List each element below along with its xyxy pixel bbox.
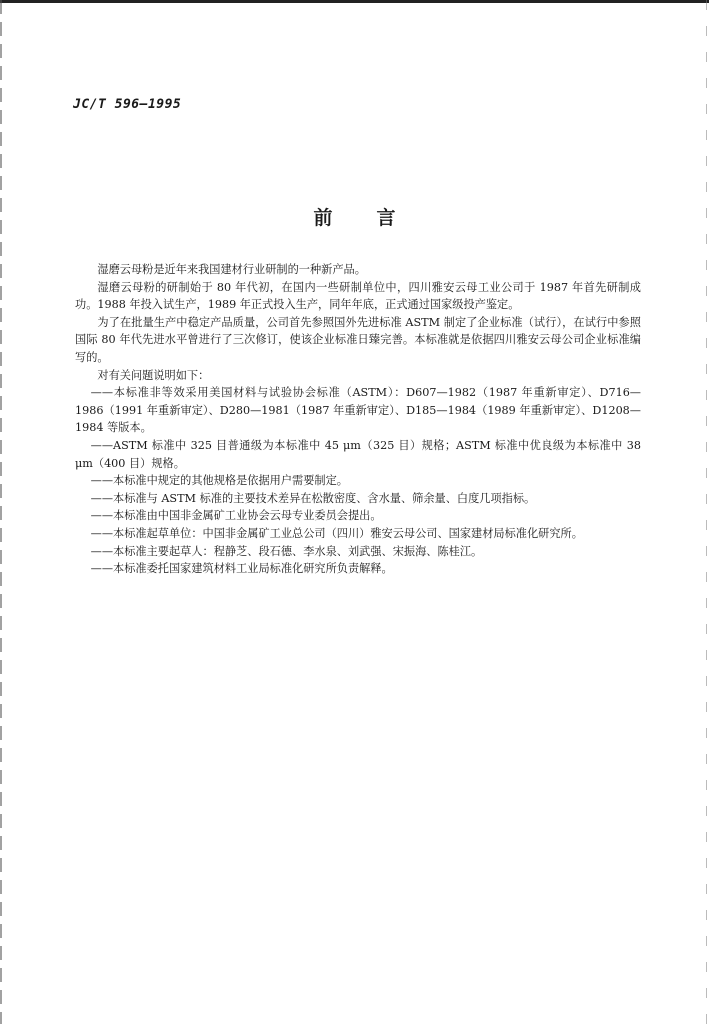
paragraph-history: 湿磨云母粉的研制始于 80 年代初，在国内一些研制单位中，四川雅安云母工业公司于 1987 年首先研制成功。1988 年投入试生产，1989 年正式投入生产，同年年底，正式通过国家级投产鉴定。 [75,280,641,312]
scan-border-right [706,0,707,1024]
note-item: ——本标准与 ASTM 标准的主要技术差异在松散密度、含水量、筛余量、白度几项指标。 [90,491,536,505]
note-item: ——本标准委托国家建筑材料工业局标准化研究所负责解释。 [90,562,393,576]
scan-border-top [0,0,709,3]
paragraph-notes-lead: 对有关问题说明如下： [97,368,210,382]
page-title: 前言 [313,207,440,229]
scan-border-left [0,0,2,1024]
note-item: ——本标准由中国非金属矿工业协会云母专业委员会提出。 [90,509,382,523]
paragraph-purpose: 为了在批量生产中稳定产品质量，公司首先参照国外先进标准 ASTM 制定了企业标准（试行），在试行中参照国际 80 年代先进水平曾进行了三次修订，使该企业标准日臻完善。本标准就是依据四川雅安云母公司企业标准编写的。 [75,315,641,364]
preface-body [75,261,641,578]
note-item: ——ASTM 标准中 325 目普通级为本标准中 45 μm（325 目）规格；ASTM 标准中优良级为本标准中 38 μm（400 目）规格。 [75,438,641,470]
note-item: ——本标准中规定的其他规格是依据用户需要制定。 [90,474,348,488]
note-item: ——本标准主要起草人：程静芝、段石德、李水泉、刘武强、宋振海、陈桂江。 [90,544,483,558]
note-item: ——本标准起草单位：中国非金属矿工业总公司（四川）雅安云母公司、国家建材局标准化研究所。 [90,526,583,540]
standard-number: JC/T 596—1995 [73,97,182,112]
note-item: ——本标准非等效采用美国材料与试验协会标准（ASTM）：D607—1982（1987 年重新审定）、D716—1986（1991 年重新审定）、D280—1981（1987 年重新审定）、D185—1984（1989 年重新审定）、D1208—1984 等版本。 [75,386,641,435]
paragraph-intro: 湿磨云母粉是近年来我国建材行业研制的一种新产品。 [97,263,366,276]
